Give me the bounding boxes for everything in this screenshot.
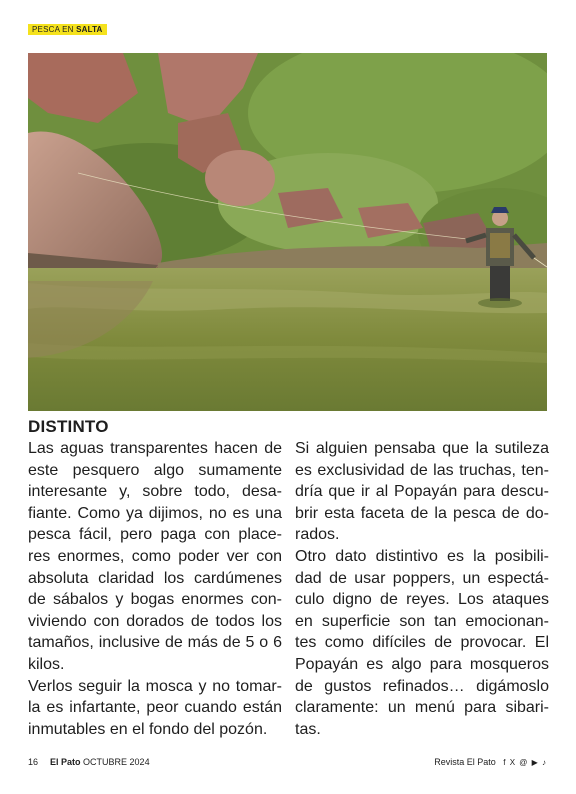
text-line: la es infartante, peor cuando están — [28, 699, 282, 717]
text-line: absoluta claridad los cardúmenes — [28, 569, 282, 587]
text-line: Las aguas transparentes hacen de — [28, 440, 282, 457]
text-line: brir esta faceta de la pesca de do- — [295, 504, 549, 522]
text-line: culo digno de reyes. Los ataques — [295, 591, 549, 609]
text-line: tes como difíciles de provocar. El — [295, 634, 549, 652]
footer-left — [28, 755, 150, 769]
text-line: res enormes, como poder ver con — [28, 547, 282, 565]
text-line: dría que ir al Popayán para descu- — [295, 483, 549, 501]
text-line: Popayán es algo para mosqueros — [295, 655, 549, 673]
article-photo — [28, 53, 547, 411]
article-column-left — [28, 438, 282, 740]
page-number: 16 — [28, 757, 39, 767]
text-line: dad de usar poppers, un espectá- — [295, 569, 549, 587]
text-line: en superficie son tan emocionan- — [295, 612, 549, 630]
footer-brand: El Pato — [50, 757, 81, 767]
article-heading: DISTINTO — [28, 417, 109, 436]
page-footer — [28, 755, 547, 769]
text-line: tas. — [295, 720, 321, 738]
article-column-right — [295, 438, 549, 740]
footer-magazine: Revista El Pato — [434, 757, 496, 767]
text-line: es exclusividad de las truchas, ten- — [295, 461, 549, 479]
text-line: este pesquero algo sumamente — [28, 461, 282, 479]
text-line: kilos. — [28, 655, 65, 673]
text-line: Otro dato distintivo es la posibili- — [295, 547, 549, 565]
text-line: viviendo con dorados de todos los — [28, 612, 282, 630]
text-line: Verlos seguir la mosca y no tomar- — [28, 677, 282, 695]
social-icons[interactable]: f X @ ▶ ♪ — [503, 758, 547, 767]
section-tag-place: SALTA — [76, 25, 103, 34]
footer-issue: OCTUBRE 2024 — [83, 757, 150, 767]
section-tag-prefix: PESCA EN — [32, 25, 74, 34]
text-line: Si alguien pensaba que la sutileza — [295, 440, 549, 457]
river-fishing-photo — [28, 53, 547, 411]
text-line: fiante. Como ya dijimos, no es una — [28, 504, 282, 522]
footer-right — [434, 755, 547, 770]
section-tag — [28, 24, 107, 35]
text-line: tamaños, inclusive de más de 5 o 6 — [28, 634, 282, 652]
text-line: interesante y, sobre todo, desa- — [28, 483, 282, 501]
text-line: claramente: un menú para sibari- — [295, 699, 549, 717]
text-line: de sábalos y bogas enormes con- — [28, 591, 282, 609]
text-line: pesca fácil, pero paga con place- — [28, 526, 282, 544]
text-line: de gustos refinados… digámoslo — [295, 677, 549, 695]
text-line: inmutables en el fondo del pozón. — [28, 720, 268, 738]
text-line: rados. — [295, 526, 340, 544]
